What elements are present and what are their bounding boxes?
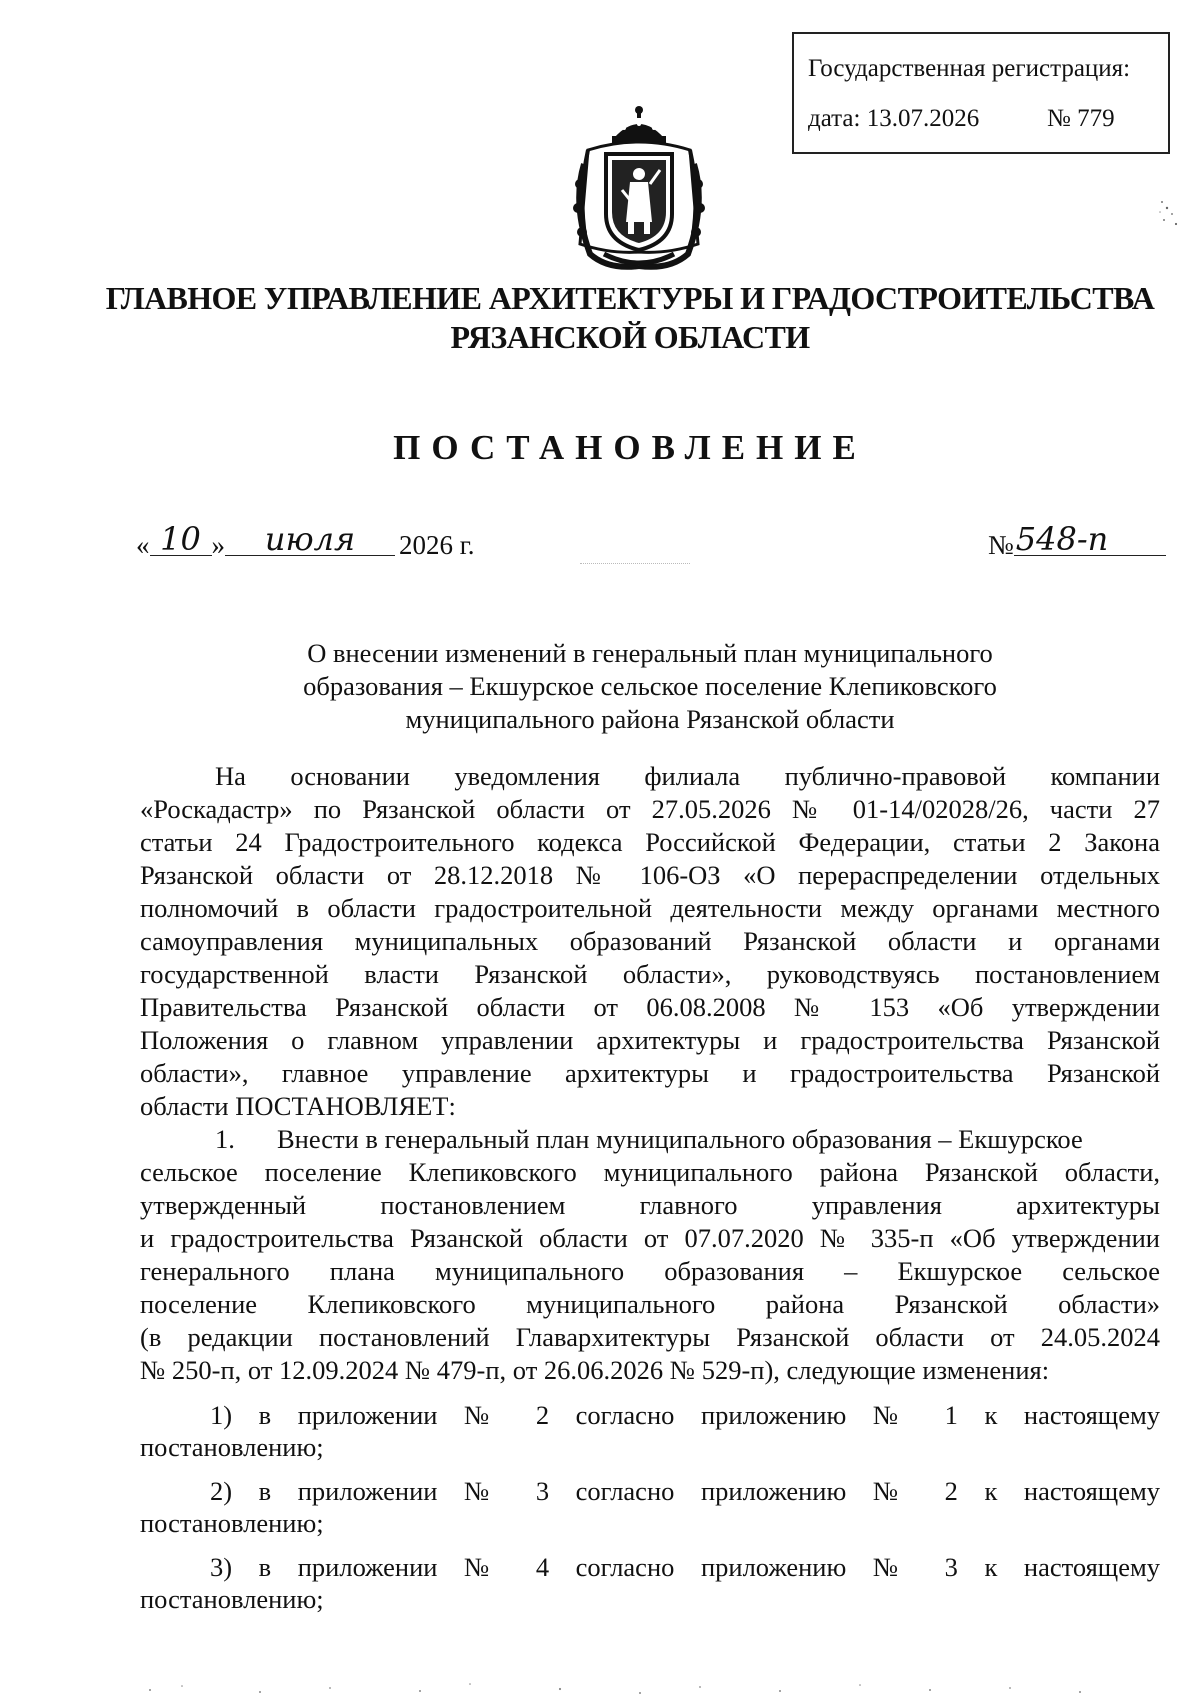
clause-line: генерального плана муниципального образования – Екшурское сельское — [140, 1256, 1160, 1286]
clause-text: Внести в генеральный план муниципального образования – Екшурское — [277, 1124, 1083, 1154]
date-close-quote: » — [211, 530, 225, 560]
list-item-line: 1) в приложении № 2 согласно приложению № 1 к настоящему — [210, 1400, 1160, 1430]
org-title-line-1: ГЛАВНОЕ УПРАВЛЕНИЕ АРХИТЕКТУРЫ И ГРАДОСТРОИТЕЛЬСТВА — [105, 280, 1155, 316]
date-year: 2026 г. — [399, 530, 475, 560]
clause-line: и градостроительства Рязанской области от 07.07.2020 № 335-п «Об утверждении — [140, 1223, 1160, 1253]
subject-line: образования – Екшурское сельское поселение Клепиковского — [303, 671, 997, 701]
clause-number: 1. — [215, 1124, 235, 1154]
clause-line: поселение Клепиковского муниципального района Рязанской области» — [140, 1289, 1160, 1319]
clause-line: сельское поселение Клепиковского муниципального района Рязанской области, — [140, 1157, 1160, 1187]
preamble-line: полномочий в области градостроительной деятельности между органами местного — [140, 893, 1160, 923]
clause-1 — [140, 1123, 1160, 1387]
list-item-line: 2) в приложении № 3 согласно приложению № 2 к настоящему — [210, 1476, 1160, 1506]
preamble-line: статьи 24 Градостроительного кодекса Российской Федерации, статьи 2 Закона — [140, 827, 1160, 857]
list-item — [140, 1399, 1160, 1463]
document-type-heading: ПОСТАНОВЛЕНИЕ — [393, 428, 867, 467]
list-item-line: постановлению; — [140, 1432, 324, 1462]
registration-stamp — [792, 32, 1170, 154]
faint-scan-line — [580, 563, 690, 564]
clause-first-line — [140, 1123, 1160, 1156]
subject-line: муниципального района Рязанской области — [405, 704, 895, 734]
preamble-line: Правительства Рязанской области от 06.08.2008 № 153 «Об утверждении — [140, 992, 1160, 1022]
clause-line: № 250-п, от 12.09.2024 № 479-п, от 26.06.2026 № 529-п), следующие изменения: — [140, 1355, 1050, 1385]
handwritten-month: июля — [225, 523, 395, 556]
handwritten-number: 548-п — [1014, 523, 1166, 556]
number-prefix: № — [988, 530, 1014, 560]
decree-date — [136, 520, 475, 560]
list-item — [140, 1551, 1160, 1615]
registration-title: Государственная регистрация: — [808, 55, 1131, 82]
ryazan-coat-of-arms-icon — [568, 104, 710, 272]
preamble-line: «Роскадастр» по Рязанской области от 27.05.2026 № 01-14/02028/26, части 27 — [140, 794, 1160, 824]
scan-noise — [0, 1660, 1200, 1697]
scan-specks — [1158, 198, 1182, 228]
preamble-line: государственной власти Рязанской области», руководствуясь постановлением — [140, 959, 1160, 989]
preamble-line: Положения о главном управлении архитектуры и градостроительства Рязанской — [140, 1025, 1160, 1055]
decree-body — [140, 760, 1160, 1615]
list-item-line: 3) в приложении № 4 согласно приложению № 3 к настоящему — [210, 1552, 1160, 1582]
handwritten-day: 10 — [150, 523, 212, 556]
preamble-line: области ПОСТАНОВЛЯЕТ: — [140, 1091, 456, 1121]
date-open-quote: « — [136, 530, 150, 560]
list-item — [140, 1475, 1160, 1539]
decree-subject — [140, 637, 1160, 736]
preamble-line: самоуправления муниципальных образований Рязанской области и органами — [140, 926, 1160, 956]
registration-date: дата: 13.07.2026 — [808, 105, 980, 132]
subject-line: О внесении изменений в генеральный план муниципального — [307, 638, 993, 668]
preamble-line: На основании уведомления филиала публично-правовой компании — [215, 761, 1160, 791]
clause-line: (в редакции постановлений Главархитектуры Рязанской области от 24.05.2024 — [140, 1322, 1160, 1352]
clause-line: утвержденный постановлением главного управления архитектуры — [140, 1190, 1160, 1220]
registration-number: № 779 — [1047, 105, 1115, 132]
list-item-line: постановлению; — [140, 1584, 324, 1614]
preamble-line: Рязанской области от 28.12.2018 № 106-ОЗ «О перераспределении отдельных — [140, 860, 1160, 890]
decree-number — [988, 520, 1166, 560]
preamble-paragraph — [140, 760, 1160, 1123]
org-title-line-2: РЯЗАНСКОЙ ОБЛАСТИ — [450, 319, 810, 355]
list-item-line: постановлению; — [140, 1508, 324, 1538]
preamble-line: области», главное управление архитектуры и градостроительства Рязанской — [140, 1058, 1160, 1088]
